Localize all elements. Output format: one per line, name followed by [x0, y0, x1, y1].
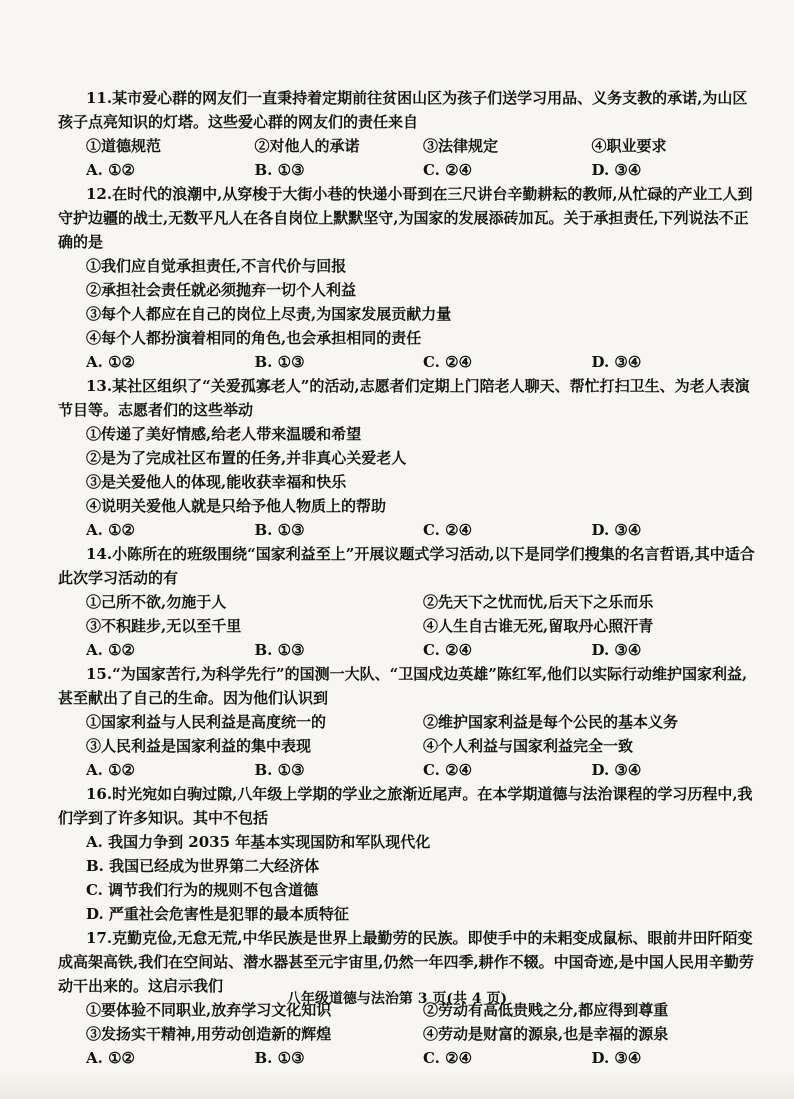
statement: ④个人利益与国家利益完全一致	[423, 737, 634, 755]
statement: ①传递了美好情感,给老人带来温暖和希望	[86, 425, 362, 443]
question-stem: 15.“为国家苦行,为科学先行”的国测一大队、“卫国戍边英雄”陈红军,他们以实际行动维护国家利益,甚至献出了自己的生命。因为他们认识到	[58, 665, 748, 707]
statement: ③发扬实干精神,用劳动创造新的辉煌	[86, 1025, 332, 1043]
statement: ①道德规范	[86, 137, 162, 155]
question-12	[58, 182, 760, 374]
choice-b: B. ①③	[254, 353, 305, 371]
choice-b: B. ①③	[254, 161, 305, 179]
choice-c: C. ②④	[423, 521, 473, 539]
choice-b: B. 我国已经成为世界第二大经济体	[86, 857, 320, 875]
page-footer: 八年级道德与法治第 3 页(共 4 页)	[286, 991, 508, 1007]
statement: ②是为了完成社区布置的任务,并非真心关爱老人	[86, 449, 407, 467]
question-13	[58, 374, 760, 542]
question-14	[58, 542, 760, 662]
question-stem: 11.某市爱心群的网友们一直秉持着定期前往贫困山区为孩子们送学习用品、义务支教的承诺,为山区孩子点亮知识的灯塔。这些爱心群的网友们的责任来自	[58, 89, 748, 131]
statement: ①己所不欲,勿施于人	[86, 593, 227, 611]
choice-a: A. ①②	[86, 521, 135, 539]
choice-c: C. 调节我们行为的规则不包含道德	[86, 881, 319, 899]
statement: ③不积跬步,无以至千里	[86, 617, 242, 635]
choice-d: D. ③④	[591, 521, 642, 539]
scan-shadow	[0, 1070, 794, 1099]
choice-c: C. ②④	[423, 761, 473, 779]
statement: ②先天下之忧而忧,后天下之乐而乐	[423, 593, 654, 611]
choice-c: C. ②④	[423, 1049, 473, 1067]
statement: ④说明关爱他人就是只给予他人物质上的帮助	[86, 497, 387, 515]
statement: ④劳动是财富的源泉,也是幸福的源泉	[423, 1025, 669, 1043]
statement: ④人生自古谁无死,留取丹心照汗青	[423, 617, 654, 635]
question-stem: 12.在时代的浪潮中,从穿梭于大街小巷的快递小哥到在三尺讲台辛勤耕耘的教师,从忙碌的产业工人到守护边疆的战士,无数平凡人在各自岗位上默默坚守,为国家的发展添砖加瓦。关于承担责任,下列说法不正确的是	[58, 185, 753, 251]
question-stem: 14.小陈所在的班级围绕“国家利益至上”开展议题式学习活动,以下是同学们搜集的名言哲语,其中适合此次学习活动的有	[58, 545, 755, 587]
statement: ②对他人的承诺	[254, 137, 360, 155]
statement: ③人民利益是国家利益的集中表现	[86, 737, 312, 755]
choice-b: B. ①③	[254, 761, 305, 779]
statement: ④每个人都扮演着相同的角色,也会承担相同的责任	[86, 329, 422, 347]
question-stem: 13.某社区组织了“关爱孤寡老人”的活动,志愿者们定期上门陪老人聊天、帮忙打扫卫生、为老人表演节目等。志愿者们的这些举动	[58, 377, 750, 419]
statement: ①要体验不同职业,放弃学习文化知识	[86, 1001, 332, 1019]
choice-d: D. ③④	[591, 641, 642, 659]
statement: ③每个人都应在自己的岗位上尽责,为国家发展贡献力量	[86, 305, 452, 323]
statement: ②承担社会责任就必须抛弃一切个人利益	[86, 281, 357, 299]
question-15	[58, 662, 760, 782]
choice-a: A. ①②	[86, 1049, 135, 1067]
choice-d: D. 严重社会危害性是犯罪的最本质特征	[86, 905, 349, 923]
choice-a: A. ①②	[86, 353, 135, 371]
choice-d: D. ③④	[591, 761, 642, 779]
statement: ①我们应自觉承担责任,不言代价与回报	[86, 257, 347, 275]
choice-a: A. 我国力争到 2035 年基本实现国防和军队现代化	[86, 833, 431, 851]
choice-d: D. ③④	[591, 161, 642, 179]
statement: ②维护国家利益是每个公民的基本义务	[423, 713, 679, 731]
statement: ①国家利益与人民利益是高度统一的	[86, 713, 327, 731]
choice-a: A. ①②	[86, 641, 135, 659]
question-16	[58, 782, 760, 926]
choice-a: A. ①②	[86, 761, 135, 779]
choice-b: B. ①③	[254, 641, 305, 659]
choice-d: D. ③④	[591, 1049, 642, 1067]
choice-c: C. ②④	[423, 641, 473, 659]
question-stem: 16.时光宛如白驹过隙,八年级上学期的学业之旅渐近尾声。在本学期道德与法治课程的学习历程中,我们学到了许多知识。其中不包括	[58, 785, 753, 827]
choice-a: A. ①②	[86, 161, 135, 179]
question-11	[58, 86, 760, 182]
statement: ③法律规定	[423, 137, 499, 155]
choice-b: B. ①③	[254, 521, 305, 539]
choice-c: C. ②④	[423, 161, 473, 179]
statement: ②劳动有高低贵贱之分,都应得到尊重	[423, 1001, 669, 1019]
choice-c: C. ②④	[423, 353, 473, 371]
choice-b: B. ①③	[254, 1049, 305, 1067]
statement: ③是关爱他人的体现,能收获幸福和快乐	[86, 473, 347, 491]
question-stem: 17.克勤克俭,无怠无荒,中华民族是世界上最勤劳的民族。即使手中的未耜变成鼠标、眼前井田阡陌变成高架高铁,我们在空间站、潜水器甚至元宇宙里,仍然一年四季,耕作不辍。中国奇迹,是中国人民用辛勤劳动干出来的。这启示我们	[58, 929, 754, 995]
choice-d: D. ③④	[591, 353, 642, 371]
statement: ④职业要求	[591, 137, 667, 155]
